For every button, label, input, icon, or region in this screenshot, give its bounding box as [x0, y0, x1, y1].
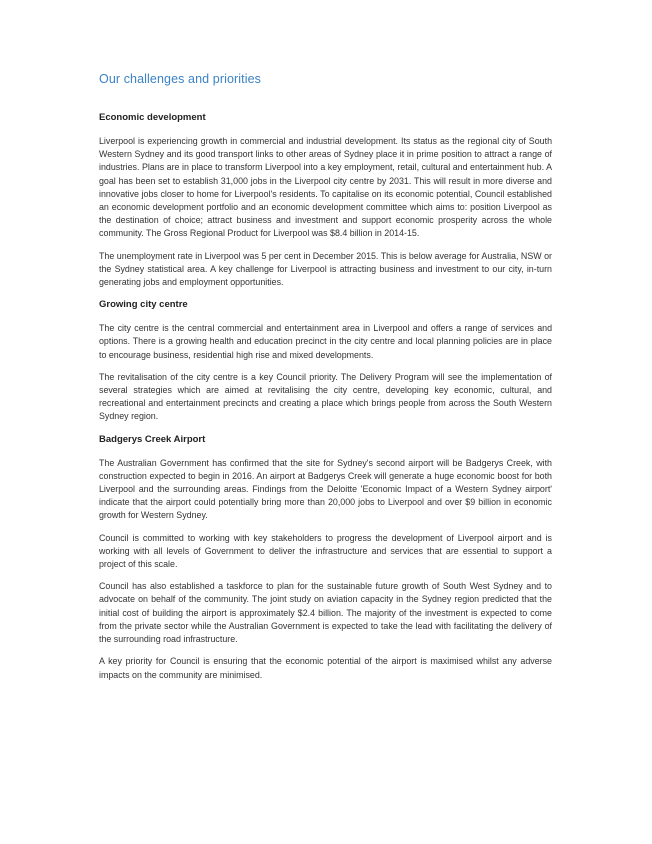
page-content — [99, 70, 552, 691]
paragraph: The revitalisation of the city centre is a key Council priority. The Delivery Program will see the implementation of several strategies which are aimed at revitalising the city centre, developing key economic, cultural, and recreational and entertainment precincts and creating a place which brings people from across the South Western Sydney region. — [99, 371, 552, 422]
section-heading: Badgerys Creek Airport — [99, 433, 206, 445]
section-economic-development — [99, 111, 552, 289]
paragraph: The unemployment rate in Liverpool was 5 per cent in December 2015. This is below average for Australia, NSW or the Sydney statistical area. A key challenge for Liverpool is attracting business and investment to our city, in-turn generating jobs and employment opportunities. — [99, 250, 552, 288]
paragraph: The Australian Government has confirmed that the site for Sydney's second airport will be Badgerys Creek, with construction expected to begin in 2016. An airport at Badgerys Creek will generate a huge economic boost for both Liverpool and the surrounding areas. Findings from the Deloitte 'Economic Impact of a Western Sydney airport' indicate that the airport could potentially bring more than 20,000 jobs to Liverpool and over $9 billion in economic growth for Western Sydney. — [99, 457, 552, 521]
paragraph: The city centre is the central commercial and entertainment area in Liverpool and offers a range of services and options. There is a growing health and education precinct in the city centre and local planning policies are in place to encourage business, residential high rise and mixed developments. — [99, 323, 552, 360]
paragraph: Liverpool is experiencing growth in commercial and industrial development. Its status as the regional city of South Western Sydney and its good transport links to other areas of Sydney place it in prime position to attract a range of industries. Plans are in place to transform Liverpool into a key employment, retail, cultural and entertainment hub. A goal has been set to establish 31,000 jobs in the Liverpool city centre by 2031. This will result in more diverse and innovative jobs closer to home for Liverpool's residents. To capitalise on its economic potential, Council established an economic development portfolio and an economic development committee which aims to: position Liverpool as the destination of choice; attract business and investment and support economic prosperity across the whole community. The Gross Regional Product for Liverpool was $8.4 billion in 2014-15. — [99, 136, 552, 239]
section-heading: Economic development — [99, 112, 206, 123]
section-growing-city-centre — [99, 298, 552, 423]
paragraph: A key priority for Council is ensuring that the economic potential of the airport is maximised whilst any adverse impacts on the community are minimised. — [99, 656, 552, 680]
paragraph: Council is committed to working with key stakeholders to progress the development of Liverpool airport and is working with all levels of Government to deliver the infrastructure and services that are essential to support a project of this scale. — [99, 532, 552, 570]
paragraph: Council has also established a taskforce to plan for the sustainable future growth of South West Sydney and to advocate on behalf of the community. The joint study on aviation capacity in the Sydney region predicted that the initial cost of building the airport is approximately $2.4 billion. The majority of the investment is expected to come from the private sector while the Australian Government is expected to take the lead with facilitating the delivery of the surrounding road infrastructure. — [99, 581, 552, 645]
page-title: Our challenges and priorities — [99, 72, 262, 86]
section-heading: Growing city centre — [99, 299, 188, 311]
section-badgerys-creek-airport — [99, 433, 552, 682]
